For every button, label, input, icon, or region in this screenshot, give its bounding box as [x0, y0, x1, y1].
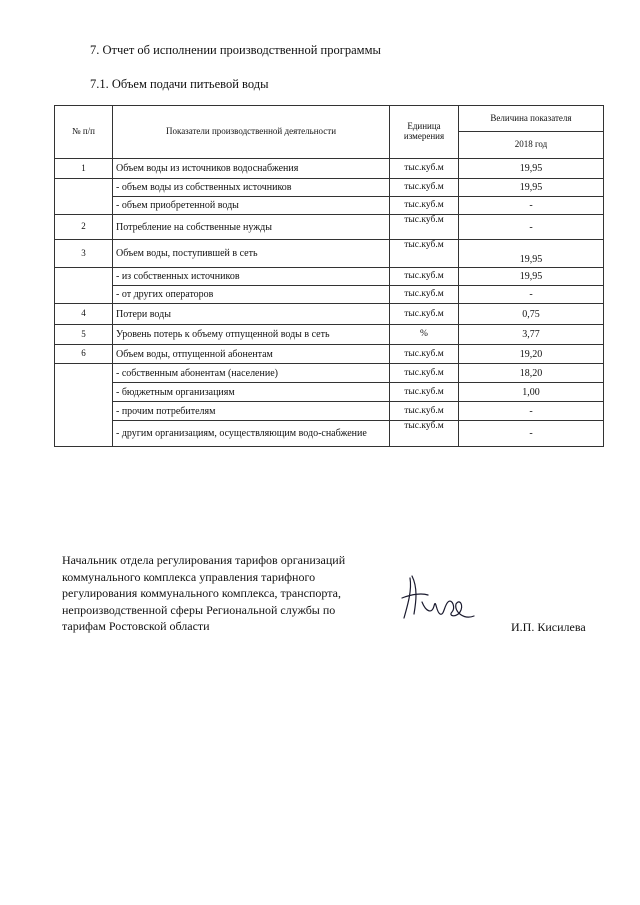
table-row [55, 304, 604, 325]
row-indicator: - от других операторов [113, 286, 390, 304]
row-value: 0,75 [459, 304, 604, 325]
row-indicator: Объем воды, отпущенной абонентам [113, 345, 390, 364]
row-value: - [459, 197, 604, 215]
row-value: 18,20 [459, 364, 604, 383]
row-value: 19,20 [459, 345, 604, 364]
table-row [55, 215, 604, 240]
table-row [55, 402, 604, 421]
table-row [55, 179, 604, 197]
row-unit: тыс.куб.м [390, 197, 459, 215]
row-indicator: - бюджетным организациям [113, 383, 390, 402]
signatory-position [62, 552, 392, 635]
row-value: 19,95 [459, 159, 604, 179]
row-num: 1 [55, 159, 113, 179]
row-indicator: Объем воды из источников водоснабжения [113, 159, 390, 179]
header-indicator: Показатели производственной деятельности [113, 106, 390, 159]
row-value: - [459, 215, 604, 240]
row-unit: тыс.куб.м [390, 383, 459, 402]
signatory-name: И.П. Кисилева [511, 620, 586, 634]
row-num [55, 268, 113, 304]
handwritten-signature [398, 568, 478, 628]
row-indicator: - собственным абонентам (население) [113, 364, 390, 383]
row-num [55, 179, 113, 215]
water-supply-table [54, 105, 604, 447]
subsection-heading: 7.1. Объем подачи питьевой воды [90, 77, 269, 91]
row-unit: тыс.куб.м [390, 345, 459, 364]
row-unit: тыс.куб.м [390, 304, 459, 325]
row-unit: тыс.куб.м [390, 159, 459, 179]
row-unit: % [390, 325, 459, 345]
row-value: - [459, 286, 604, 304]
row-unit: тыс.куб.м [390, 240, 459, 268]
row-unit: тыс.куб.м [390, 402, 459, 421]
header-value: Величина показателя [459, 106, 604, 132]
row-indicator: - другим организациям, осуществляющим водо-снабжение [113, 421, 390, 447]
row-value: - [459, 402, 604, 421]
row-num [55, 364, 113, 447]
header-num: № п/п [55, 106, 113, 159]
row-unit: тыс.куб.м [390, 215, 459, 240]
row-indicator: Потери воды [113, 304, 390, 325]
row-unit: тыс.куб.м [390, 286, 459, 304]
row-num: 3 [55, 240, 113, 268]
row-num: 4 [55, 304, 113, 325]
row-indicator: - объем приобретенной воды [113, 197, 390, 215]
table-row [55, 159, 604, 179]
table-row [55, 383, 604, 402]
row-indicator: - из собственных источников [113, 268, 390, 286]
row-value: - [459, 421, 604, 447]
header-unit: Единица измерения [390, 106, 459, 159]
table-row [55, 325, 604, 345]
row-indicator: Потребление на собственные нужды [113, 215, 390, 240]
position-line: Начальник отдела регулирования тарифов организаций [62, 553, 346, 567]
position-line: коммунального комплекса управления тарифного [62, 569, 316, 584]
row-indicator: - объем воды из собственных источников [113, 179, 390, 197]
row-unit: тыс.куб.м [390, 268, 459, 286]
row-num: 5 [55, 325, 113, 345]
row-unit: тыс.куб.м [390, 364, 459, 383]
position-line: тарифам Ростовской области [62, 619, 210, 634]
table-row [55, 286, 604, 304]
table-row [55, 197, 604, 215]
table-row [55, 240, 604, 268]
row-indicator: - прочим потребителям [113, 402, 390, 421]
row-value: 19,95 [459, 240, 604, 268]
table-row [55, 345, 604, 364]
row-value: 1,00 [459, 383, 604, 402]
row-value: 19,95 [459, 179, 604, 197]
table-row [55, 268, 604, 286]
row-indicator: Уровень потерь к объему отпущенной воды в сеть [113, 325, 390, 345]
row-indicator: Объем воды, поступившей в сеть [113, 240, 390, 268]
header-year: 2018 год [459, 132, 604, 159]
row-num: 6 [55, 345, 113, 364]
table-row [55, 364, 604, 383]
row-value: 3,77 [459, 325, 604, 345]
row-num: 2 [55, 215, 113, 240]
row-unit: тыс.куб.м [390, 179, 459, 197]
row-unit: тыс.куб.м [390, 421, 459, 447]
position-line: непроизводственной сферы Региональной службы по [62, 602, 336, 617]
table-row [55, 421, 604, 447]
section-heading: 7. Отчет об исполнении производственной программы [90, 43, 381, 57]
position-line: регулирования коммунального комплекса, транспорта, [62, 586, 341, 601]
row-value: 19,95 [459, 268, 604, 286]
